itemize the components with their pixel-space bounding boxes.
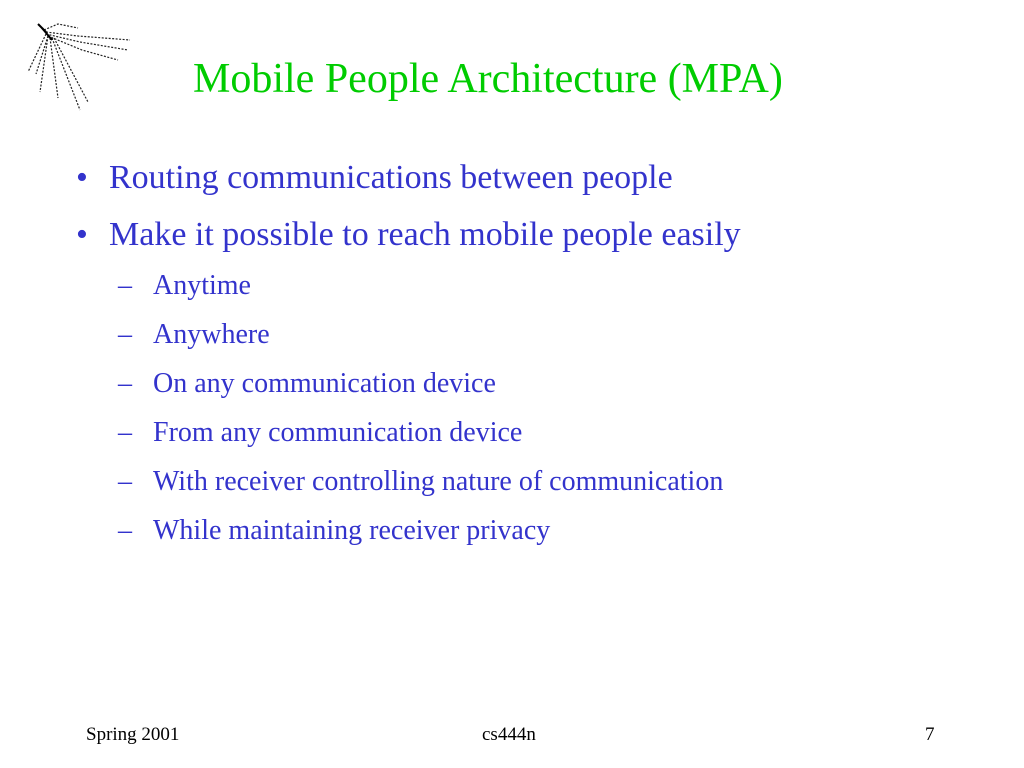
- sub-bullet-text: From any communication device: [153, 417, 523, 448]
- sub-bullet-marker: –: [118, 417, 132, 448]
- sub-bullet-marker: –: [118, 368, 132, 399]
- bullet-text: Routing communications between people: [109, 159, 673, 196]
- sub-bullet-text: Anywhere: [153, 319, 270, 350]
- sub-bullet-marker: –: [118, 515, 132, 546]
- bullet-marker: •: [76, 216, 88, 253]
- sub-bullet-marker: –: [118, 270, 132, 301]
- bullet-text: Make it possible to reach mobile people easily: [109, 216, 741, 253]
- sub-bullet-text: With receiver controlling nature of communication: [153, 466, 724, 497]
- mosquito-icon: [18, 14, 138, 114]
- sub-bullet-text: Anytime: [153, 270, 251, 301]
- sub-bullet-text: On any communication device: [153, 368, 496, 399]
- sub-bullet-marker: –: [118, 319, 132, 350]
- footer-date: Spring 2001: [86, 724, 180, 745]
- slide-title: Mobile People Architecture (MPA): [193, 56, 783, 102]
- sub-bullet-marker: –: [118, 466, 132, 497]
- bullet-marker: •: [76, 159, 88, 196]
- footer-page-number: 7: [925, 724, 935, 745]
- footer-course: cs444n: [482, 724, 536, 745]
- sub-bullet-text: While maintaining receiver privacy: [153, 515, 551, 546]
